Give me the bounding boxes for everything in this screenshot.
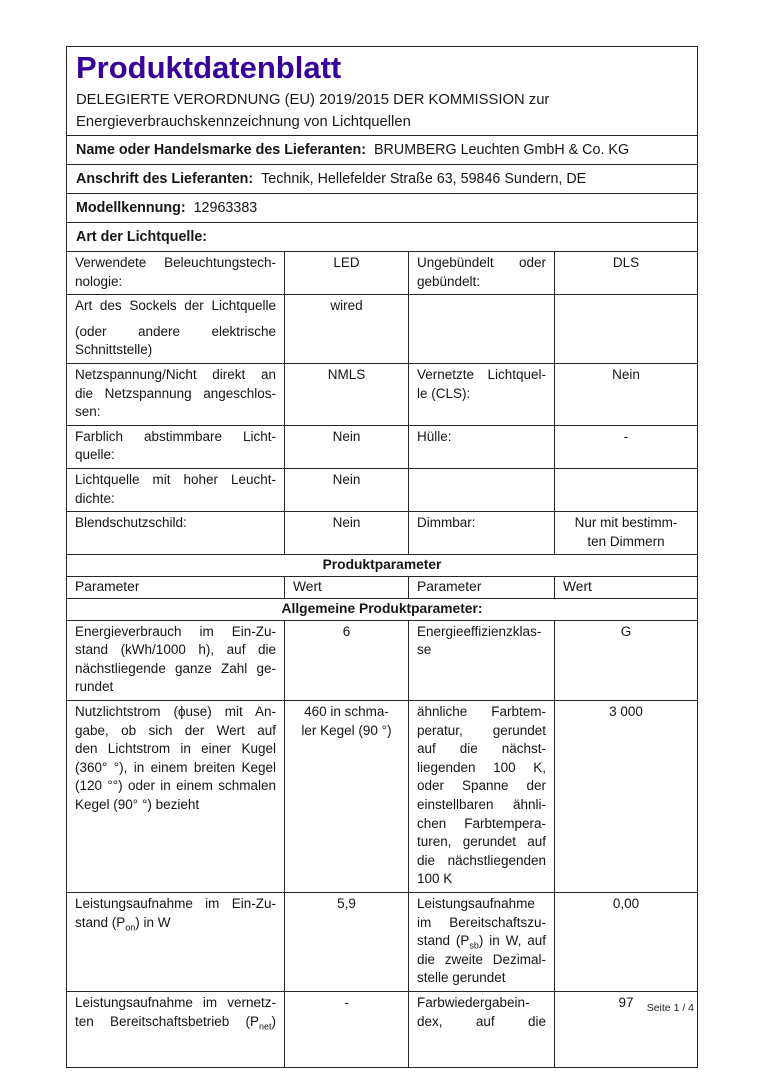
cell-line: nologie:	[75, 273, 123, 289]
cell-line: Dimmbar:	[417, 515, 476, 531]
table-row	[67, 468, 698, 511]
value-cell	[285, 620, 409, 700]
document-title: Produktdatenblatt	[76, 50, 342, 85]
cell-line: Lichtquelle mit hoher Leucht-	[75, 471, 276, 487]
general-parameters-header-row	[67, 598, 698, 620]
value-cell	[555, 252, 698, 295]
product-datasheet-table	[66, 46, 698, 1068]
model-id-row	[67, 194, 698, 223]
table-row	[67, 363, 698, 425]
cell-line: Leistungsaufnahme im vernetz-	[75, 994, 276, 1010]
cell-line: turen, gerundet auf	[417, 834, 546, 850]
cell-line: die zweite Dezimal-	[417, 951, 546, 967]
table-row	[67, 252, 698, 295]
cell-line: rundet	[75, 679, 114, 695]
cell-line: einstellbaren ähnli-	[417, 797, 546, 813]
cell-line: DLS	[612, 255, 640, 270]
parameter-cell	[409, 425, 555, 468]
table-row	[67, 295, 698, 364]
value-cell	[555, 512, 698, 555]
parameter-cell	[67, 425, 285, 468]
cell-line: Nutzlichtstrom (ϕuse) mit An-	[75, 704, 276, 720]
cell-line: Hülle:	[417, 428, 452, 444]
parameter-cell	[67, 512, 285, 555]
cell-line: -	[623, 428, 629, 444]
cell-line: 100 K	[417, 871, 453, 887]
supplier-name-row	[67, 136, 698, 165]
cell-line: Kegel (90° °) bezieht	[75, 797, 200, 813]
column-header-value-right: Wert	[555, 577, 698, 599]
cell-line: den Lichtstrom in einer Kugel	[75, 741, 276, 757]
parameter-cell	[67, 363, 285, 425]
cell-line: gabe, ob sich der Wert auf	[75, 722, 276, 738]
cell-line: se	[417, 642, 432, 658]
value-cell	[285, 893, 409, 992]
cell-line: Vernetzte Lichtquel-	[417, 366, 546, 382]
cell-line: Schnittstelle)	[75, 342, 153, 358]
cell-line: Nein	[612, 366, 640, 382]
parameter-cell	[67, 295, 285, 364]
cell-line: Netzspannung/Nicht direkt an	[75, 366, 276, 382]
cell-line: dichte:	[75, 490, 115, 506]
column-header-row	[67, 577, 698, 599]
value-cell	[555, 468, 698, 511]
cell-line: ähnliche Farbtem-	[417, 704, 546, 720]
cell-line: Blendschutzschild:	[75, 515, 187, 531]
cell-line: Nein	[332, 428, 361, 444]
cell-line: Leistungsaufnahme	[417, 896, 535, 912]
value-cell	[555, 363, 698, 425]
table-row	[67, 425, 698, 468]
general-parameters-rows	[67, 620, 698, 1067]
cell-line: Energieverbrauch im Ein-Zu-	[75, 623, 276, 639]
parameter-cell	[409, 468, 555, 511]
parameter-cell	[409, 701, 555, 893]
cell-line: Farblich abstimmbare Licht-	[75, 428, 276, 444]
parameter-cell	[409, 512, 555, 555]
value-cell	[555, 295, 698, 364]
supplier-address-label: Anschrift des Lieferanten:	[76, 171, 254, 187]
value-cell	[285, 468, 409, 511]
cell-line: Art des Sockels der Lichtquelle	[75, 298, 276, 314]
cell-line: (oder andere elektrische	[75, 323, 276, 339]
value-cell	[285, 425, 409, 468]
parameter-cell	[409, 620, 555, 700]
value-cell	[285, 701, 409, 893]
cell-line: die Netzspannung angeschlos-	[75, 385, 276, 401]
general-parameters-header: Allgemeine Produktparameter:	[67, 598, 698, 620]
cell-line: Nein	[332, 471, 361, 487]
cell-line: le (CLS):	[417, 385, 471, 401]
value-cell	[285, 252, 409, 295]
cell-line: stelle gerundet	[417, 970, 506, 986]
cell-line: 3 000	[609, 704, 643, 720]
value-cell	[285, 295, 409, 364]
paragraph-gap	[75, 316, 276, 323]
cell-line: Farbwiedergabein-	[417, 994, 530, 1010]
value-cell	[555, 893, 698, 992]
supplier-address-value: Technik, Hellefelder Straße 63, 59846 Sundern, DE	[261, 171, 587, 187]
supplier-name-label: Name oder Handelsmarke des Lieferanten:	[76, 142, 367, 158]
cell-line: Energieeffizienzklas-	[417, 623, 542, 639]
cell-line: sen:	[75, 404, 101, 420]
parameter-cell	[409, 363, 555, 425]
cell-line: ler Kegel (90 °)	[301, 722, 392, 738]
cell-line: quelle:	[75, 447, 115, 463]
cell-line: oder Spanne der	[417, 778, 546, 794]
page-number: Seite 1 / 4	[646, 1002, 694, 1014]
cell-line: (360° °), in einem breiten Kegel	[75, 759, 276, 775]
cell-line: die nächstliegenden	[417, 852, 546, 868]
model-id-value: 12963383	[193, 200, 258, 216]
value-cell	[285, 512, 409, 555]
table-row	[67, 512, 698, 555]
cell-line: 97	[618, 994, 634, 1010]
cell-line: NMLS	[327, 366, 366, 382]
cell-line: 460 in schma-	[304, 704, 389, 720]
cell-line: 5,9	[337, 896, 356, 912]
supplier-address-row	[67, 165, 698, 194]
column-header-parameter-left: Parameter	[67, 577, 285, 599]
product-parameters-header-row	[67, 555, 698, 577]
table-row	[67, 701, 698, 893]
cell-line: stand (kWh/1000 h), auf die	[75, 642, 276, 658]
cell-line: (120 °°) oder in einem schmalen	[75, 778, 276, 794]
column-header-parameter-right: Parameter	[409, 577, 555, 599]
cell-line: ten Bereitschaftsbetrieb $(P_{net})$	[75, 1013, 276, 1032]
cell-line: dex, auf die	[417, 1013, 546, 1029]
parameter-cell	[409, 893, 555, 992]
parameter-cell	[409, 252, 555, 295]
cell-line: Ungebündelt oder	[417, 255, 546, 270]
cell-line: Leistungsaufnahme im Ein-Zu-	[75, 896, 276, 912]
value-cell	[555, 701, 698, 893]
cell-line: LED	[333, 255, 360, 270]
value-cell	[555, 620, 698, 700]
parameter-cell	[67, 701, 285, 893]
cell-line: Nein	[332, 515, 361, 531]
parameter-cell	[67, 252, 285, 295]
light-source-type-row	[67, 223, 698, 252]
table-row	[67, 620, 698, 700]
cell-line: gebündelt:	[417, 273, 481, 289]
cell-line: G	[620, 623, 632, 639]
cell-line: 6	[342, 623, 351, 639]
parameter-cell	[67, 893, 285, 992]
cell-line: stand $(P_{sb})$ in W, auf	[417, 933, 546, 951]
value-cell	[555, 425, 698, 468]
table-row	[67, 893, 698, 992]
light-source-type-label: Art der Lichtquelle:	[76, 229, 208, 245]
cell-line: Nur mit bestimm-	[574, 515, 678, 531]
light-source-rows	[67, 252, 698, 555]
cell-line: auf die nächst-	[417, 741, 546, 757]
parameter-cell	[67, 620, 285, 700]
column-header-value-left: Wert	[285, 577, 409, 599]
parameter-cell	[67, 468, 285, 511]
cell-line: ten Dimmern	[587, 533, 665, 549]
title-row	[67, 47, 698, 136]
cell-line: im Bereitschaftszu-	[417, 914, 546, 930]
cell-line: wired	[330, 298, 363, 314]
cell-line: chen Farbtempera-	[417, 815, 546, 831]
cell-line: stand $(P_{on})$ in W	[75, 914, 171, 933]
cell-line: -	[344, 994, 349, 1010]
cell-line: Verwendete Beleuchtungstech-	[75, 255, 276, 270]
parameter-cell	[409, 295, 555, 364]
cell-line: peratur, gerundet	[417, 722, 546, 738]
supplier-name-value: BRUMBERG Leuchten GmbH & Co. KG	[374, 142, 630, 158]
model-id-label: Modellkennung:	[76, 200, 186, 216]
value-cell	[285, 363, 409, 425]
cell-line: liegenden 100 K,	[417, 759, 546, 775]
product-parameters-header: Produktparameter	[67, 555, 698, 577]
cell-line: 0,00	[612, 896, 640, 912]
cell-line: nächstliegende ganze Zahl ge-	[75, 660, 276, 676]
regulation-subtitle: DELEGIERTE VERORDNUNG (EU) 2019/2015 DER KOMMISSION zur Energieverbrauchskennzeichnung von Lichtquellen	[76, 92, 550, 130]
